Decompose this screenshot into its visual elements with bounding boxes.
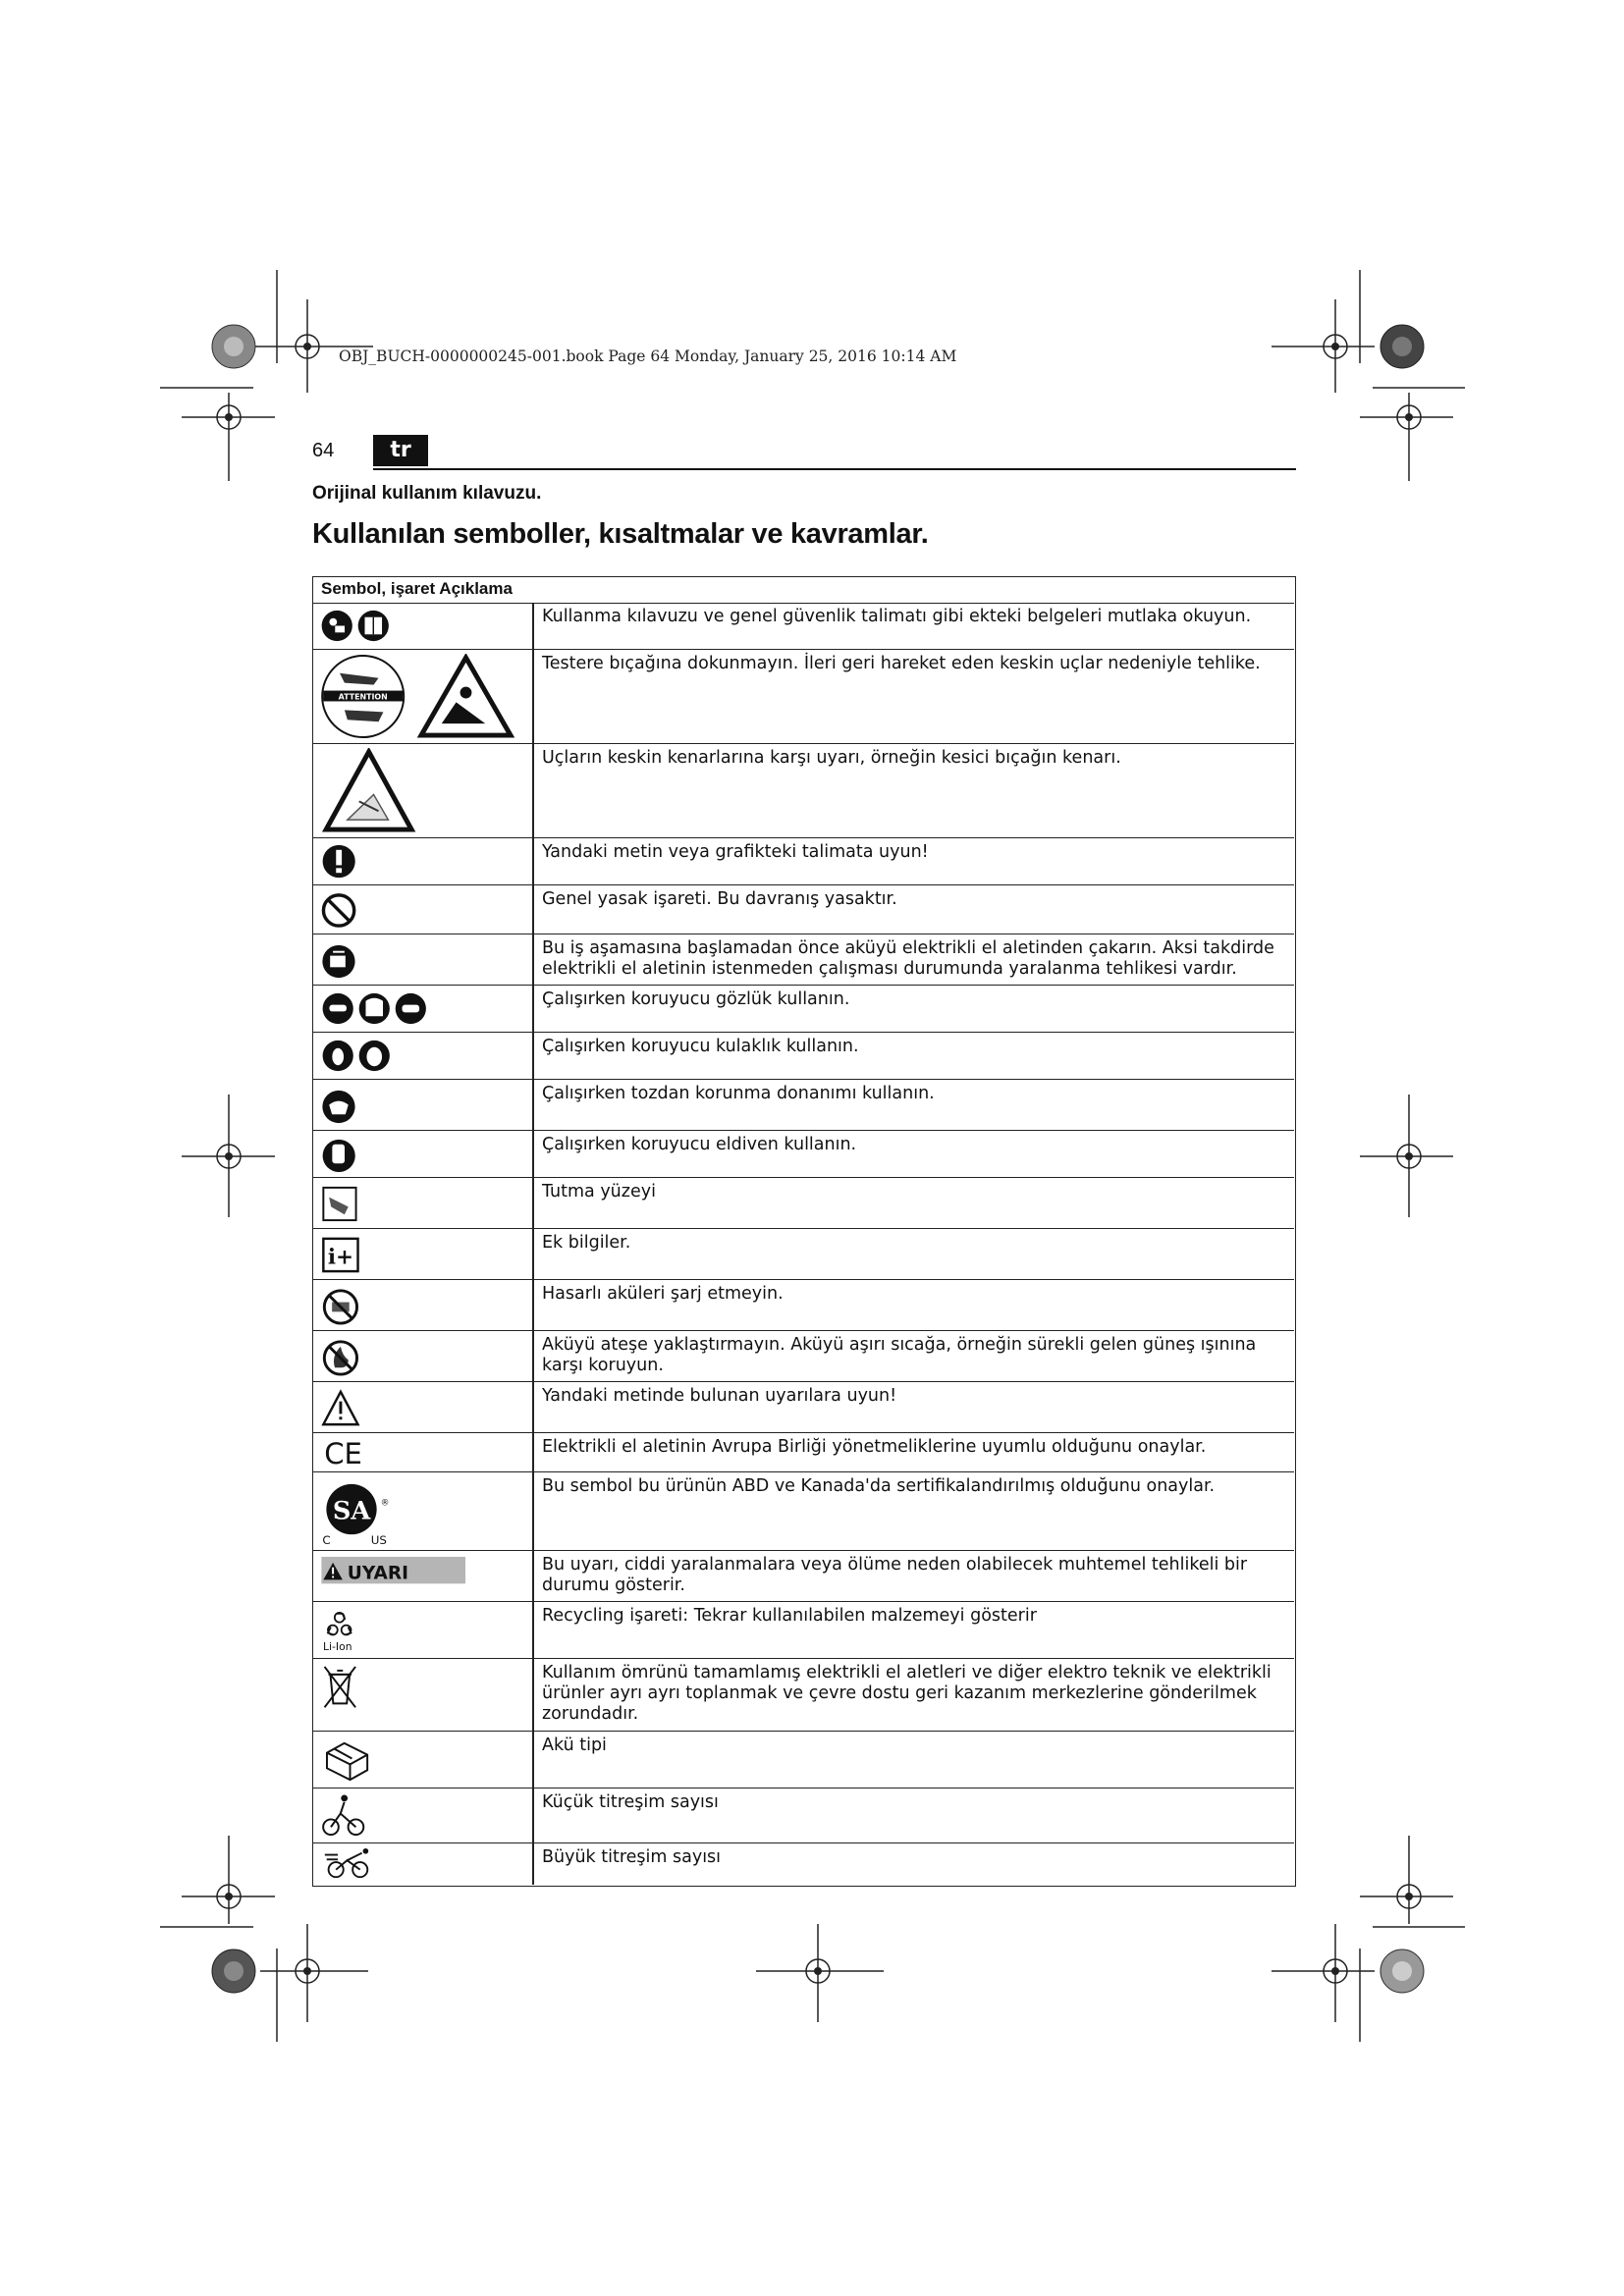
recycling-liion-icon bbox=[319, 1606, 525, 1654]
table-row bbox=[313, 1789, 1294, 1843]
section-subtitle: Orijinal kullanım kılavuzu. bbox=[312, 483, 542, 504]
table-row bbox=[313, 986, 1294, 1033]
ce-text: CE bbox=[324, 1437, 362, 1468]
row-description: Yandaki metin veya grafikteki talimata uyun! bbox=[542, 842, 929, 862]
row-description: Genel yasak işareti. Bu davranış yasaktır. bbox=[542, 889, 897, 909]
manual-read-icons bbox=[319, 607, 525, 645]
table-row bbox=[313, 885, 1294, 934]
section-title: Kullanılan semboller, kısaltmalar ve kavramlar. bbox=[312, 518, 929, 550]
row-description: Tutma yüzeyi bbox=[542, 1182, 656, 1201]
table-row bbox=[313, 1433, 1294, 1472]
row-description: Büyük titreşim sayısı bbox=[542, 1847, 722, 1867]
ce-mark-icon bbox=[319, 1437, 525, 1468]
uyari-label-icon bbox=[319, 1555, 525, 1597]
info-plus-icon bbox=[319, 1233, 525, 1275]
row-description: Çalışırken koruyucu gözlük kullanın. bbox=[542, 989, 850, 1009]
table-row bbox=[313, 1280, 1294, 1331]
row-description: Bu iş aşamasına başlamadan önce aküyü elektrikli el aletinden çakarın. Aksi takdirde elektrikli el aletinin istenmeden çalışması durumunda yaralanma tehlikesi vardır. bbox=[542, 938, 1274, 979]
table-header-label: Sembol, işaret Açıklama bbox=[321, 579, 513, 598]
table-header bbox=[313, 577, 1294, 604]
no-fire-icon bbox=[319, 1335, 525, 1377]
warning-triangle-icon bbox=[319, 1386, 525, 1428]
table-row bbox=[313, 1229, 1294, 1280]
table-row bbox=[313, 1080, 1294, 1131]
mandatory-action-icon bbox=[319, 842, 525, 881]
row-description: Çalışırken koruyucu kulaklık kullanın. bbox=[542, 1037, 859, 1056]
high-stroke-icon bbox=[319, 1847, 525, 1881]
row-description: Bu uyarı, ciddi yaralanmalara veya ölüme neden olabilecek muhtemel tehlikeli bir durumu gösterir. bbox=[542, 1555, 1248, 1595]
table-row bbox=[313, 744, 1294, 838]
csa-reg-text: ® bbox=[380, 1498, 390, 1509]
table-row bbox=[313, 1602, 1294, 1659]
row-description: Bu sembol bu ürünün ABD ve Kanada'da sertifikalandırılmış olduğunu onaylar. bbox=[542, 1476, 1216, 1496]
svg-text:SA: SA bbox=[332, 1496, 371, 1526]
no-charge-damaged-icon bbox=[319, 1284, 525, 1326]
table-row bbox=[313, 1659, 1294, 1732]
info-text: i+ bbox=[327, 1245, 354, 1270]
table-row bbox=[313, 1551, 1294, 1602]
csa-c-text: C bbox=[322, 1533, 331, 1546]
table-row bbox=[313, 1382, 1294, 1433]
prohibition-icon bbox=[319, 889, 525, 930]
table-row bbox=[313, 934, 1294, 986]
csa-mark-icon bbox=[319, 1476, 525, 1546]
liion-text: Li-Ion bbox=[323, 1640, 352, 1654]
row-description: Kullanma kılavuzu ve genel güvenlik talimatı gibi ekteki belgeleri mutlaka okuyun. bbox=[542, 607, 1252, 626]
eye-protection-icons bbox=[319, 989, 525, 1028]
table-row bbox=[313, 1178, 1294, 1229]
row-description: Testere bıçağına dokunmayın. İleri geri hareket eden keskin uçlar nedeniyle tehlike. bbox=[542, 654, 1261, 673]
table-row bbox=[313, 1033, 1294, 1080]
table-row bbox=[313, 603, 1294, 650]
grip-surface-icon bbox=[319, 1182, 525, 1224]
attention-text: ATTENTION bbox=[338, 692, 388, 702]
symbols-table bbox=[312, 576, 1296, 1887]
battery-type-icon bbox=[319, 1735, 525, 1784]
row-description: Ek bilgiler. bbox=[542, 1233, 631, 1253]
row-description: Hasarlı aküleri şarj etmeyin. bbox=[542, 1284, 784, 1304]
row-description: Kullanım ömrünü tamamlamış elektrikli el aletleri ve diğer elektro teknik ve elektrikli ürünler ayrı ayrı toplanmak ve çevre dostu geri kazanım merkezlerine gönderilmek zorundadır. bbox=[542, 1663, 1272, 1724]
weee-bin-icon bbox=[319, 1663, 525, 1727]
row-description: Çalışırken koruyucu eldiven kullanın. bbox=[542, 1135, 857, 1154]
page-number: 64 bbox=[312, 440, 335, 461]
row-description: Elektrikli el aletinin Avrupa Birliği yönetmeliklerine uyumlu olduğunu onaylar. bbox=[542, 1437, 1207, 1457]
table-row bbox=[313, 650, 1294, 744]
table-row bbox=[313, 1131, 1294, 1178]
table-row bbox=[313, 1732, 1294, 1789]
ear-protection-icons bbox=[319, 1037, 525, 1075]
language-badge: tr bbox=[373, 435, 428, 466]
sharp-edge-warning-icon bbox=[319, 748, 525, 833]
csa-us-text: US bbox=[370, 1533, 387, 1546]
table-row bbox=[313, 838, 1294, 885]
book-file-header: OBJ_BUCH-0000000245-001.book Page 64 Monday, January 25, 2016 10:14 AM bbox=[339, 347, 957, 365]
row-description: Yandaki metinde bulunan uyarılara uyun! bbox=[542, 1386, 897, 1406]
row-description: Küçük titreşim sayısı bbox=[542, 1792, 719, 1812]
row-description: Çalışırken tozdan korunma donanımı kullanın. bbox=[542, 1084, 935, 1103]
dust-mask-icon bbox=[319, 1084, 525, 1126]
table-row bbox=[313, 1843, 1294, 1885]
table-row bbox=[313, 1472, 1294, 1551]
attention-blade-icons bbox=[319, 654, 525, 739]
row-description: Aküyü ateşe yaklaştırmayın. Aküyü aşırı sıcağa, örneğin sürekli gelen güneş ışınına karşı koruyun. bbox=[542, 1335, 1257, 1375]
table-row bbox=[313, 1331, 1294, 1382]
row-description: Akü tipi bbox=[542, 1735, 607, 1755]
row-description: Uçların keskin kenarlarına karşı uyarı, örneğin kesici bıçağın kenarı. bbox=[542, 748, 1121, 768]
remove-battery-icon bbox=[319, 938, 525, 981]
uyari-text: UYARI bbox=[347, 1563, 409, 1584]
low-stroke-icon bbox=[319, 1792, 525, 1839]
header-rule bbox=[373, 468, 1296, 470]
row-description: Recycling işareti: Tekrar kullanılabilen malzemeyi gösterir bbox=[542, 1606, 1037, 1626]
gloves-icon bbox=[319, 1135, 525, 1173]
